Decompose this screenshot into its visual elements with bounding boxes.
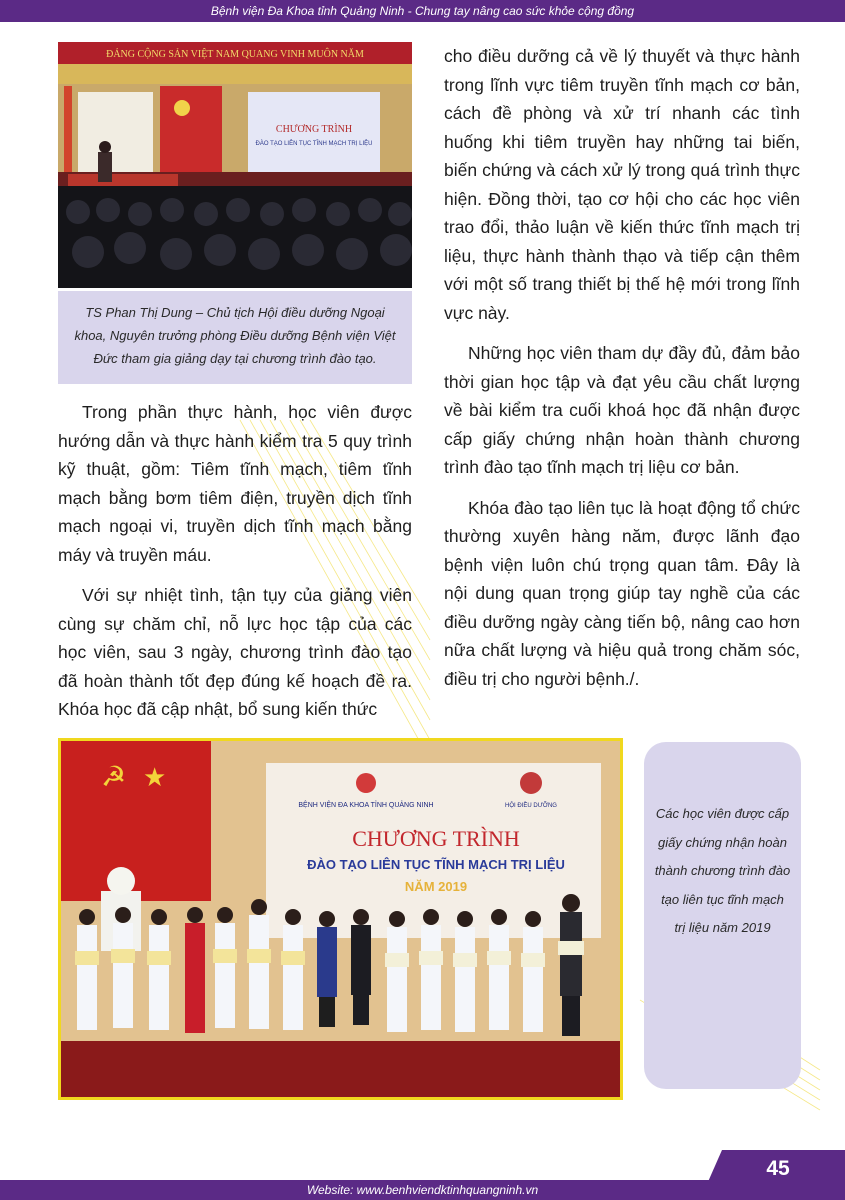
- lecture-hall-illustration: [58, 42, 412, 288]
- photo1-caption: TS Phan Thị Dung – Chủ tịch Hội điều dưỡng Ngoại khoa, Nguyên trưởng phòng Điều dưỡng Bệnh viện Việt Đức tham gia giảng dạy tại chương trình đào tạo.: [58, 291, 412, 384]
- paragraph: cho điều dưỡng cả về lý thuyết và thực hành trong lĩnh vực tiêm truyền tĩnh mạch cơ bản, cách đề phòng và xử trí nhanh các tình huống khi tiêm truyền hay những tai biến, biến chứng và cách xử lý trong quá trình thực hiện. Đồng thời, tạo cơ hội cho các học viên trao đổi, thảo luận về kiến thức tĩnh mạch trị liệu, thực hành thành thạo và tiếp cận thêm với một số trang thiết bị thế hệ mới trong lĩnh vực này.: [444, 46, 800, 323]
- backdrop-org: BỆNH VIỆN ĐA KHOA TỈNH QUẢNG NINH: [298, 802, 434, 809]
- article-right-column: [444, 42, 800, 705]
- screen-title: CHƯƠNG TRÌNH: [275, 124, 353, 135]
- backdrop-year: NĂM 2019: [404, 879, 468, 894]
- paragraph: Những học viên tham dự đầy đủ, đảm bảo thời gian học tập và đạt yêu cầu chất lượng về bài kiểm tra cuối khoá học đã nhận được cấp giấy chứng nhận hoàn thành chương trình đào tạo tĩnh mạch trị liệu cơ bản.: [444, 343, 800, 477]
- group-photo-illustration: [61, 741, 620, 1097]
- page-number: 45: [766, 1157, 790, 1180]
- header-text: Bệnh viện Đa Khoa tỉnh Quảng Ninh - Chung tay nâng cao sức khỏe cộng đồng: [210, 4, 635, 18]
- photo2-caption: Các học viên được cấp giấy chứng nhận hoàn thành chương trình đào tạo liên tục tĩnh mạch trị liệu năm 2019: [644, 742, 801, 1089]
- certificate-group-photo: [58, 738, 623, 1100]
- paragraph: Khóa đào tạo liên tục là hoạt động tổ chức thường xuyên hàng năm, được lãnh đạo bệnh viện luôn chú trọng quan tâm. Đây là nội dung quan trọng giúp tay nghề của các điều dưỡng ngày càng tiến bộ, nâng cao hơn nữa chất lượng và hiệu quả trong chăm sóc, điều trị cho người bệnh./.: [444, 497, 800, 689]
- backdrop-title: CHƯƠNG TRÌNH: [352, 826, 520, 851]
- backdrop-partner: HỘI ĐIỀU DƯỠNG: [505, 803, 557, 809]
- website-link[interactable]: Website: www.benhviendktinhquangninh.vn: [306, 1183, 539, 1197]
- article-left-column: [58, 398, 412, 736]
- backdrop-subtitle: ĐÀO TẠO LIÊN TỤC TĨNH MẠCH TRỊ LIỆU: [307, 857, 565, 872]
- paragraph: Với sự nhiệt tình, tận tụy của giảng viên cùng sự chăm chỉ, nỗ lực học tập của các học viên, sau 3 ngày, chương trình đào tạo đã hoàn thành tốt đẹp đúng kế hoạch đề ra. Khóa học đã cập nhật, bổ sung kiến thức: [58, 585, 412, 719]
- page-footer: [0, 1180, 845, 1200]
- paragraph: Trong phần thực hành, học viên được hướng dẫn và thực hành kiểm tra 5 quy trình kỹ thuật, gồm: Tiêm tĩnh mạch, tiêm tĩnh mạch bằng bơm tiêm điện, truyền dịch tĩnh mạch ngoại vi, truyền dịch tĩnh mạch bằng máy và truyền máu.: [58, 402, 412, 565]
- screen-subtitle: ĐÀO TẠO LIÊN TỤC TĨNH MẠCH TRỊ LIỆU: [255, 141, 373, 147]
- svg-text:★: ★: [143, 763, 167, 793]
- page-header: [0, 0, 845, 22]
- lecture-hall-photo: [58, 42, 412, 288]
- banner-text: ĐẢNG CỘNG SẢN VIỆT NAM QUANG VINH MUÔN NĂM: [106, 49, 364, 60]
- svg-text:☭: ☭: [101, 760, 127, 793]
